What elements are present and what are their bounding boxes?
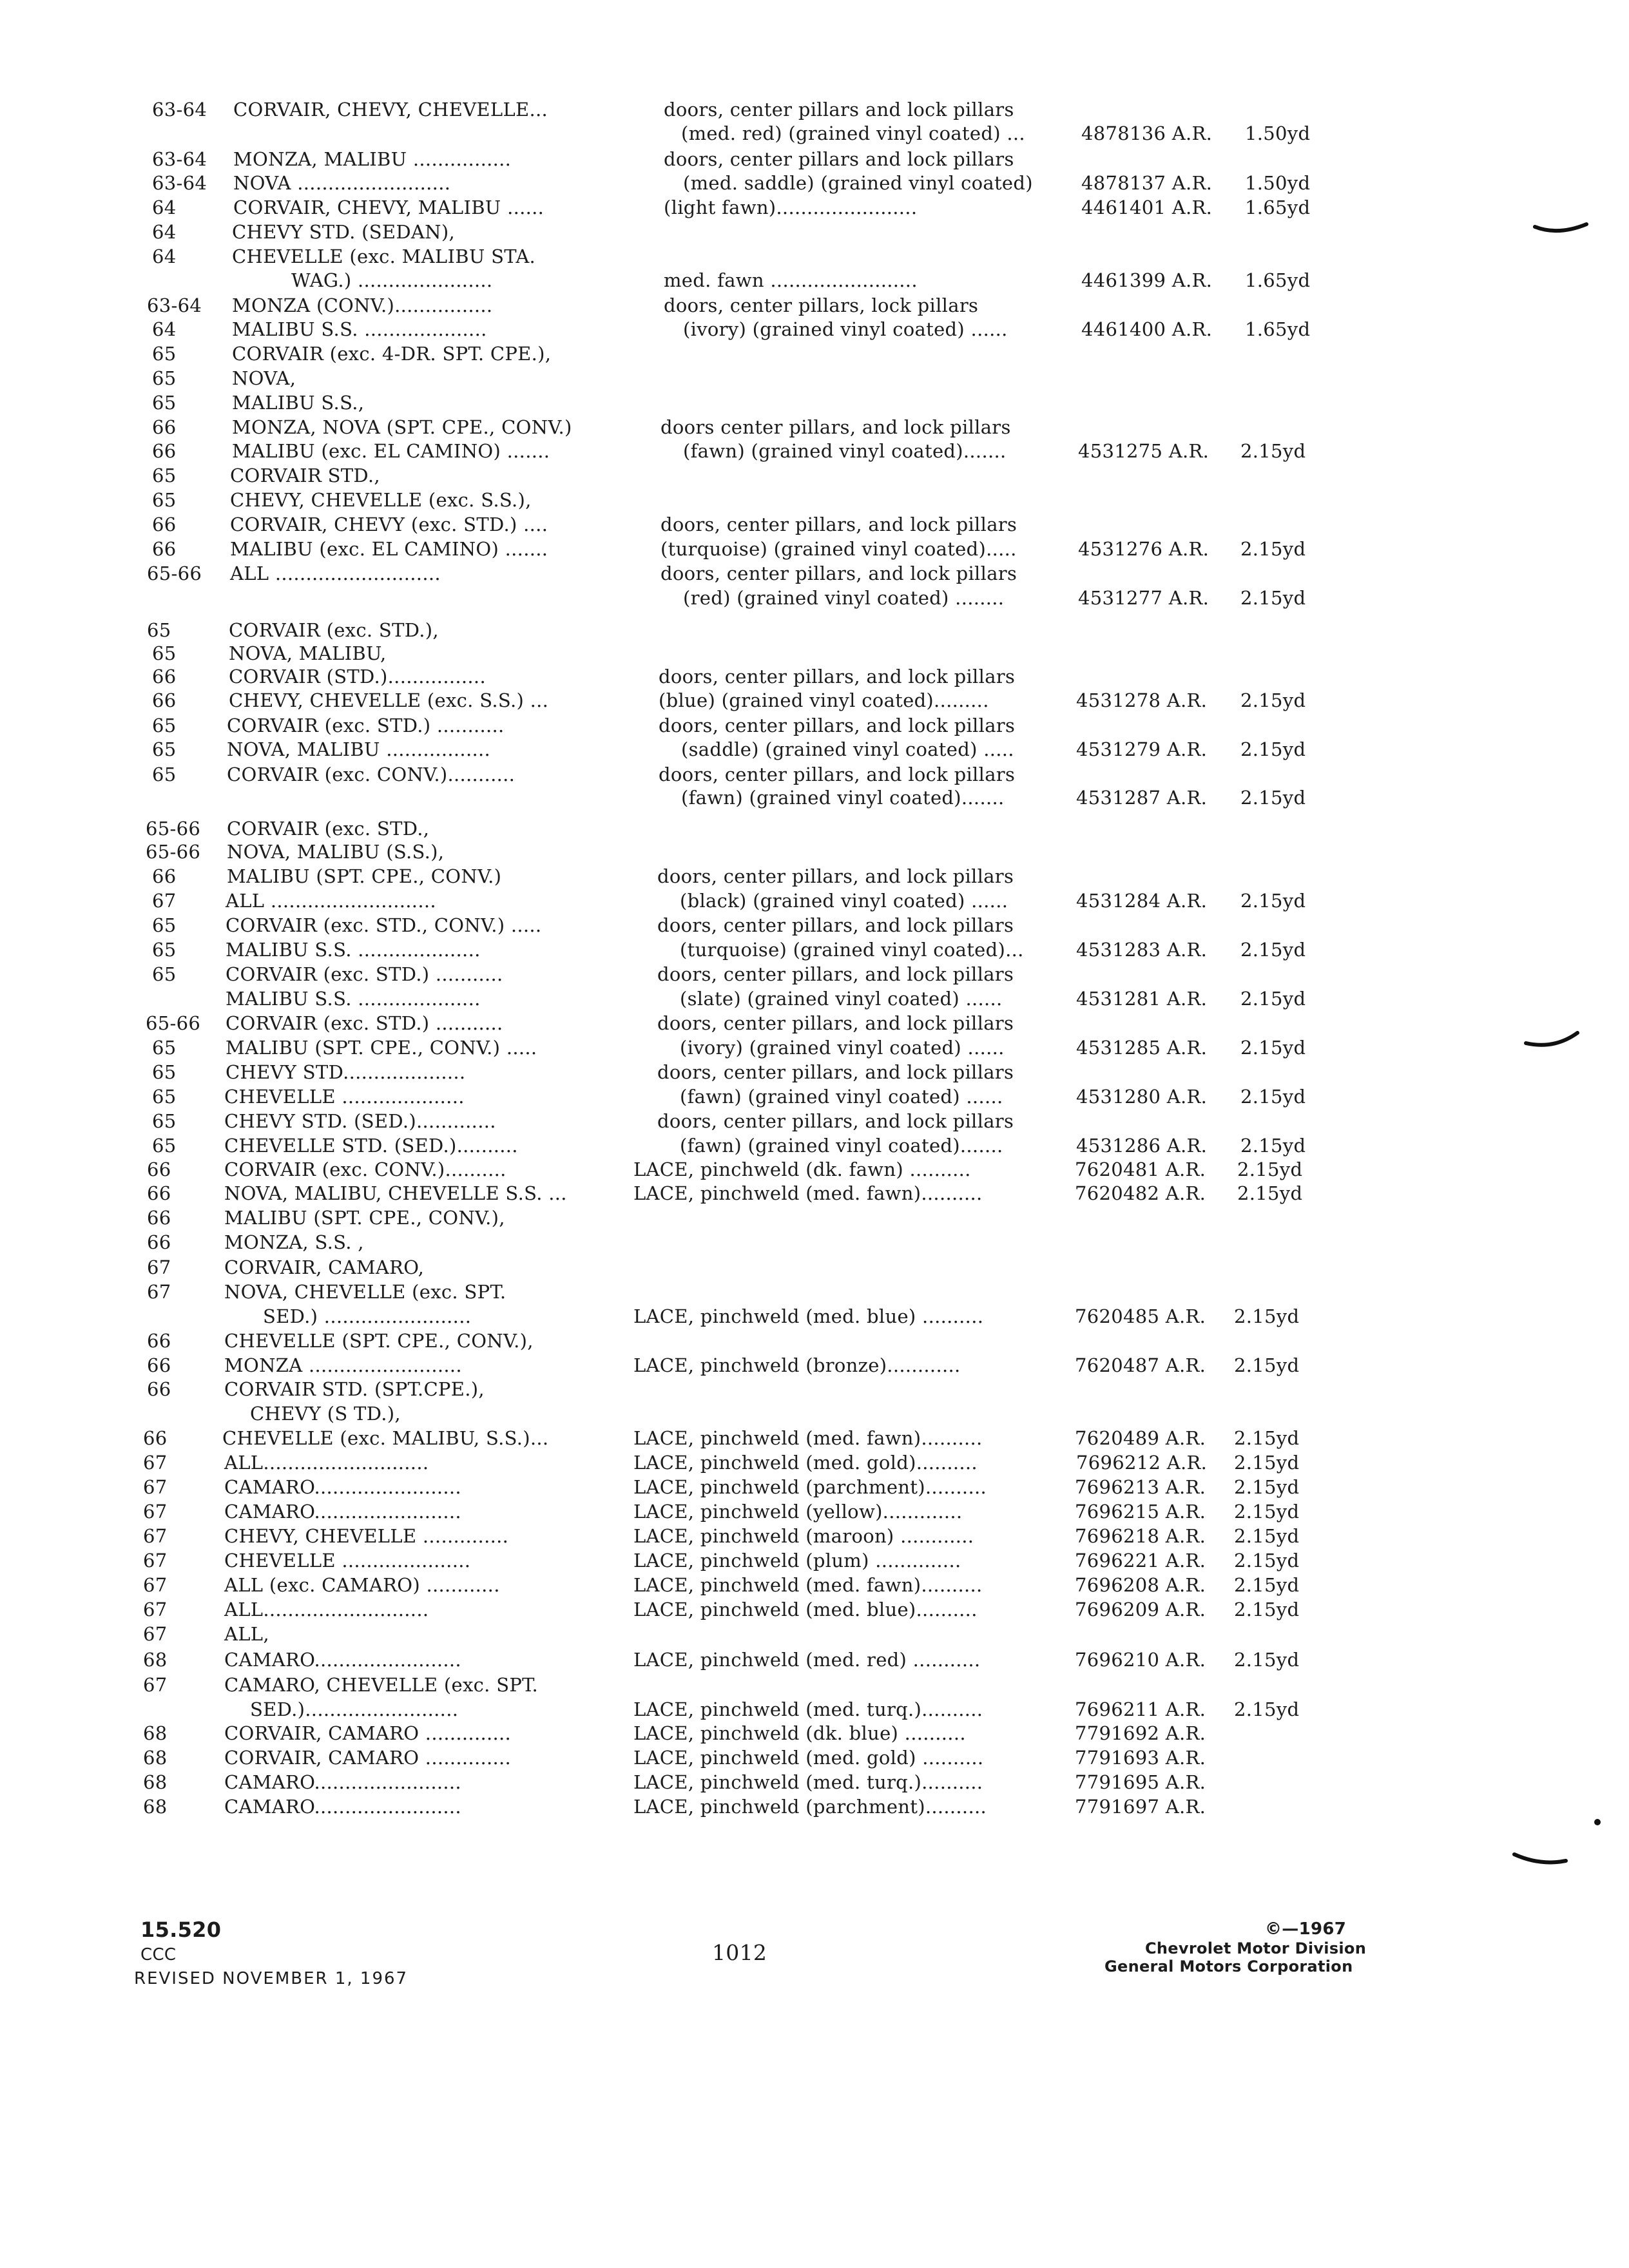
text-line: LACE, pinchweld (maroon) ............ (633, 1525, 974, 1547)
text-line: LACE, pinchweld (yellow)............. (633, 1501, 963, 1523)
text-line: 65 (152, 738, 177, 760)
text-line: WAG.) ...................... (291, 269, 493, 291)
text-line: 2.15yd (1240, 587, 1306, 609)
text-line: 65-66 (146, 818, 201, 840)
text-line: CORVAIR (exc. STD.), (229, 619, 439, 641)
text-line: 66 (147, 1231, 171, 1253)
text-line: 4878137 A.R. (1081, 172, 1213, 194)
text-line: 66 (143, 1427, 168, 1449)
text-line: 7791695 A.R. (1075, 1771, 1206, 1793)
text-line: CHEVY STD. (SED.)............. (224, 1110, 496, 1132)
text-line: 7696210 A.R. (1075, 1649, 1206, 1671)
text-line: 2.15yd (1234, 1550, 1300, 1571)
text-line: CAMARO, CHEVELLE (exc. SPT. (224, 1674, 539, 1696)
text-line: CORVAIR (exc. STD.) ........... (226, 1012, 503, 1034)
text-line: (blue) (grained vinyl coated)......... (659, 689, 989, 711)
text-line: CORVAIR (exc. CONV.)........... (227, 764, 516, 785)
text-line: doors, center pillars, and lock pillars (659, 666, 1016, 687)
text-line: 7620489 A.R. (1075, 1427, 1206, 1449)
text-line: MALIBU S.S. .................... (226, 988, 481, 1010)
text-line: MALIBU (exc. EL CAMINO) ....... (230, 538, 548, 560)
text-line: doors, center pillars, and lock pillars (660, 514, 1017, 535)
text-line: 7696221 A.R. (1075, 1550, 1206, 1571)
text-line: 2.15yd (1234, 1452, 1300, 1474)
text-line: CAMARO........................ (224, 1476, 461, 1498)
text-line: 65 (152, 914, 177, 936)
text-line: 65 (152, 1061, 177, 1083)
text-line: MONZA (CONV.)................ (232, 294, 493, 316)
text-line: 2.15yd (1234, 1525, 1300, 1547)
text-line: 66 (152, 865, 177, 887)
text-line: 7620482 A.R. (1075, 1182, 1206, 1204)
text-line: 4531280 A.R. (1076, 1086, 1208, 1108)
text-line: 65 (152, 963, 177, 985)
text-line: doors, center pillars, and lock pillars (657, 914, 1014, 936)
text-line: MALIBU (SPT. CPE., CONV.) ..... (226, 1037, 537, 1059)
text-line: 2.15yd (1234, 1599, 1300, 1620)
text-line: (ivory) (grained vinyl coated) ...... (680, 1037, 1005, 1059)
text-line: 66 (147, 1354, 171, 1376)
text-line: MALIBU (SPT. CPE., CONV.), (224, 1207, 505, 1229)
text-line: 66 (147, 1207, 171, 1229)
text-line: 65 (152, 392, 177, 414)
text-line: doors, center pillars, and lock pillars (657, 1061, 1014, 1083)
text-line: CORVAIR, CHEVY (exc. STD.) .... (230, 514, 548, 535)
text-line: 68 (143, 1649, 168, 1671)
text-line: 64 (152, 245, 177, 267)
text-line: CHEVY STD. (SEDAN), (232, 221, 455, 243)
text-line: 63-64 (152, 99, 207, 120)
text-line: CHEVELLE (exc. MALIBU, S.S.)... (222, 1427, 549, 1449)
text-line: doors, center pillars, and lock pillars (659, 715, 1016, 736)
text-line: LACE, pinchweld (med. red) ........... (633, 1649, 981, 1671)
text-line: 4461399 A.R. (1081, 269, 1213, 291)
text-line: 4531284 A.R. (1076, 890, 1208, 912)
text-line: 2.15yd (1240, 988, 1306, 1010)
text-line: CORVAIR STD., (230, 465, 380, 486)
text-line: doors, center pillars, and lock pillars (657, 865, 1014, 887)
text-line: NOVA, (232, 367, 296, 389)
text-line: 2.15yd (1234, 1501, 1300, 1523)
text-line: 66 (152, 689, 177, 711)
text-line: MALIBU S.S. .................... (232, 318, 487, 340)
text-line: 7696212 A.R. (1076, 1452, 1208, 1474)
text-line: doors, center pillars, lock pillars (664, 294, 979, 316)
text-line: ALL (exc. CAMARO) ............ (224, 1574, 500, 1596)
text-line: 68 (143, 1747, 168, 1769)
text-line: NOVA, MALIBU, CHEVELLE S.S. ... (224, 1182, 567, 1204)
text-line: 1.65yd (1245, 197, 1311, 218)
text-line: 67 (143, 1525, 168, 1547)
text-line: 7791693 A.R. (1075, 1747, 1206, 1769)
text-line: 65 (152, 367, 177, 389)
text-line: LACE, pinchweld (dk. blue) .......... (633, 1722, 966, 1744)
text-line: 2.15yd (1234, 1574, 1300, 1596)
text-line: 65-66 (146, 1012, 201, 1034)
text-line: 64 (152, 197, 177, 218)
text-line: 2.15yd (1240, 440, 1306, 462)
text-line: CORVAIR (exc. 4-DR. SPT. CPE.), (232, 343, 552, 365)
text-line: 7696209 A.R. (1075, 1599, 1206, 1620)
text-line: 65 (152, 642, 177, 664)
text-line: CORVAIR (exc. STD., CONV.) ..... (226, 914, 542, 936)
text-line: 65 (152, 489, 177, 511)
text-line: CORVAIR (exc. STD., (227, 818, 430, 840)
text-line: CHEVY, CHEVELLE (exc. S.S.) ... (229, 689, 549, 711)
text-line: CORVAIR (exc. CONV.).......... (224, 1158, 506, 1180)
text-line: (fawn) (grained vinyl coated)....... (681, 787, 1005, 809)
text-line: 68 (143, 1722, 168, 1744)
text-line: SED.) ........................ (263, 1305, 472, 1327)
text-line: CHEVY STD.................... (226, 1061, 466, 1083)
text-line: 65 (152, 1135, 177, 1157)
section-number: 15.520 (140, 1917, 222, 1942)
text-line: 65 (152, 465, 177, 486)
text-line: 67 (143, 1452, 168, 1474)
text-line: LACE, pinchweld (med. turq.).......... (633, 1698, 983, 1720)
text-line: LACE, pinchweld (med. blue) .......... (633, 1305, 984, 1327)
text-line: 65 (152, 715, 177, 736)
text-line: 2.15yd (1240, 939, 1306, 961)
text-line: CHEVY, CHEVELLE .............. (224, 1525, 509, 1547)
text-line: LACE, pinchweld (med. fawn).......... (633, 1574, 983, 1596)
text-line: 2.15yd (1234, 1305, 1300, 1327)
text-line: (saddle) (grained vinyl coated) ..... (681, 738, 1014, 760)
text-line: LACE, pinchweld (bronze)............ (633, 1354, 961, 1376)
text-line: 2.15yd (1237, 1182, 1303, 1204)
text-line: (fawn) (grained vinyl coated) ...... (680, 1086, 1003, 1108)
text-line: 65 (152, 1037, 177, 1059)
text-line: MONZA, S.S. , (224, 1231, 364, 1253)
text-line: 2.15yd (1240, 538, 1306, 560)
text-line: 67 (143, 1501, 168, 1523)
text-line: 1.50yd (1245, 122, 1311, 144)
text-line: 65 (152, 764, 177, 785)
text-line: LACE, pinchweld (med. turq.).......... (633, 1771, 983, 1793)
text-line: CAMARO........................ (224, 1649, 461, 1671)
text-line: 66 (152, 416, 177, 438)
text-line: CAMARO........................ (224, 1771, 461, 1793)
text-line: (fawn) (grained vinyl coated)....... (683, 440, 1007, 462)
text-line: (turquoise) (grained vinyl coated)... (680, 939, 1024, 961)
text-line: LACE, pinchweld (parchment).......... (633, 1796, 987, 1818)
text-line: med. fawn ........................ (664, 269, 918, 291)
text-line: doors, center pillars, and lock pillars (660, 562, 1017, 584)
text-line: 65 (152, 1086, 177, 1108)
text-line: 67 (143, 1550, 168, 1571)
text-line: 4531278 A.R. (1076, 689, 1208, 711)
text-line: NOVA, MALIBU ................. (227, 738, 491, 760)
text-line: 64 (152, 318, 177, 340)
text-line: 4461400 A.R. (1081, 318, 1213, 340)
text-line: 2.15yd (1240, 890, 1306, 912)
text-line: doors, center pillars, and lock pillars (657, 1012, 1014, 1034)
text-line: 4531276 A.R. (1078, 538, 1210, 560)
text-line: 67 (143, 1623, 168, 1645)
text-line: CORVAIR (exc. STD.) ........... (226, 963, 503, 985)
text-line: 1.65yd (1245, 269, 1311, 291)
text-line: 4878136 A.R. (1081, 122, 1213, 144)
text-line: 64 (152, 221, 177, 243)
text-line: LACE, pinchweld (med. gold).......... (633, 1452, 978, 1474)
text-line: 1.65yd (1245, 318, 1311, 340)
text-line: 2.15yd (1240, 689, 1306, 711)
text-line: 2.15yd (1240, 1037, 1306, 1059)
text-line: 7696218 A.R. (1075, 1525, 1206, 1547)
text-line: 63-64 (152, 172, 207, 194)
text-line: NOVA, MALIBU (S.S.), (227, 841, 445, 863)
text-line: 66 (152, 666, 177, 687)
text-line: 65-66 (146, 841, 201, 863)
text-line: (ivory) (grained vinyl coated) ...... (683, 318, 1008, 340)
text-line: doors, center pillars, and lock pillars (657, 1110, 1014, 1132)
text-line: 2.15yd (1234, 1354, 1300, 1376)
text-line: 7696215 A.R. (1075, 1501, 1206, 1523)
text-line: 7696211 A.R. (1075, 1698, 1206, 1720)
text-line: 2.15yd (1240, 738, 1306, 760)
text-line: 7791692 A.R. (1075, 1722, 1206, 1744)
text-line: LACE, pinchweld (med. gold) .......... (633, 1747, 984, 1769)
text-line: CHEVELLE (SPT. CPE., CONV.), (224, 1330, 534, 1352)
text-line: 7620481 A.R. (1075, 1158, 1206, 1180)
text-line: ALL ........................... (226, 890, 436, 912)
text-line: 65 (152, 1110, 177, 1132)
text-line: CHEVELLE (exc. MALIBU STA. (232, 245, 536, 267)
text-line: CHEVY (S TD.), (250, 1403, 401, 1425)
text-line: 2.15yd (1240, 1086, 1306, 1108)
text-line: 4531283 A.R. (1076, 939, 1208, 961)
text-line: 4531281 A.R. (1076, 988, 1208, 1010)
division-name: Chevrolet Motor Division (1145, 1939, 1367, 1957)
text-line: 4531279 A.R. (1076, 738, 1208, 760)
text-line: 65 (147, 619, 171, 641)
text-line: 7791697 A.R. (1075, 1796, 1206, 1818)
text-line: 68 (143, 1771, 168, 1793)
text-line: 2.15yd (1234, 1427, 1300, 1449)
text-line: LACE, pinchweld (med. fawn).......... (633, 1427, 983, 1449)
text-line: doors, center pillars and lock pillars (664, 99, 1014, 120)
text-line: MONZA, NOVA (SPT. CPE., CONV.) (232, 416, 572, 438)
text-line: 1.50yd (1245, 172, 1311, 194)
text-line: doors, center pillars, and lock pillars (657, 963, 1014, 985)
text-line: LACE, pinchweld (dk. fawn) .......... (633, 1158, 971, 1180)
page-number: 1012 (712, 1940, 767, 1965)
text-line: 67 (143, 1674, 168, 1696)
text-line: ALL........................... (224, 1599, 429, 1620)
text-line: 4531286 A.R. (1076, 1135, 1208, 1157)
text-line: 7696208 A.R. (1075, 1574, 1206, 1596)
speck-mark (1593, 1818, 1602, 1827)
text-line: 2.15yd (1240, 1135, 1306, 1157)
text-line: 66 (152, 538, 177, 560)
text-line: CAMARO........................ (224, 1501, 461, 1523)
text-line: CORVAIR, CAMARO .............. (224, 1747, 512, 1769)
text-line: CHEVELLE .................... (224, 1086, 465, 1108)
text-line: 66 (147, 1158, 171, 1180)
text-line: 67 (143, 1574, 168, 1596)
catalog-code: CCC (140, 1945, 177, 1965)
text-line: CORVAIR, CAMARO, (224, 1256, 425, 1278)
text-line: 7620487 A.R. (1075, 1354, 1206, 1376)
text-line: 67 (143, 1476, 168, 1498)
text-line: 2.15yd (1240, 787, 1306, 809)
text-line: 4531275 A.R. (1078, 440, 1210, 462)
text-line: (turquoise) (grained vinyl coated)..... (660, 538, 1017, 560)
text-line: MONZA ......................... (224, 1354, 462, 1376)
text-line: doors, center pillars and lock pillars (664, 148, 1014, 170)
text-line: CORVAIR, CHEVY, CHEVELLE... (233, 99, 548, 120)
text-line: 66 (147, 1378, 171, 1400)
text-line: NOVA ......................... (233, 172, 451, 194)
punch-mark-middle (1523, 1029, 1581, 1055)
text-line: LACE, pinchweld (parchment).......... (633, 1476, 987, 1498)
text-line: 66 (147, 1330, 171, 1352)
copyright-notice: ©—1967 (1265, 1919, 1347, 1939)
text-line: LACE, pinchweld (med. blue).......... (633, 1599, 978, 1620)
text-line: MALIBU S.S. .................... (226, 939, 481, 961)
punch-mark-bottom (1512, 1847, 1570, 1872)
text-line: 67 (152, 890, 177, 912)
text-line: MALIBU (SPT. CPE., CONV.) (227, 865, 502, 887)
text-line: 67 (147, 1281, 171, 1303)
text-line: 66 (152, 514, 177, 535)
text-line: NOVA, MALIBU, (229, 642, 387, 664)
text-line: 66 (152, 440, 177, 462)
text-line: doors, center pillars, and lock pillars (659, 764, 1016, 785)
text-line: CORVAIR, CAMARO .............. (224, 1722, 512, 1744)
text-line: CORVAIR (STD.)................ (229, 666, 486, 687)
text-line: CHEVELLE ..................... (224, 1550, 471, 1571)
text-line: 4531285 A.R. (1076, 1037, 1208, 1059)
text-line: 65-66 (147, 562, 202, 584)
text-line: ALL, (224, 1623, 269, 1645)
text-line: 68 (143, 1796, 168, 1818)
text-line: ALL........................... (224, 1452, 429, 1474)
text-line: 7696213 A.R. (1075, 1476, 1206, 1498)
text-line: (black) (grained vinyl coated) ...... (680, 890, 1008, 912)
punch-mark-top (1532, 222, 1590, 241)
text-line: doors center pillars, and lock pillars (660, 416, 1011, 438)
text-line: (light fawn)....................... (664, 197, 918, 218)
text-line: LACE, pinchweld (med. fawn).......... (633, 1182, 983, 1204)
text-line: 7620485 A.R. (1075, 1305, 1206, 1327)
text-line: 4461401 A.R. (1081, 197, 1213, 218)
text-line: 2.15yd (1234, 1649, 1300, 1671)
text-line: 4531277 A.R. (1078, 587, 1210, 609)
text-line: 67 (147, 1256, 171, 1278)
text-line: CORVAIR STD. (SPT.CPE.), (224, 1378, 485, 1400)
text-line: MONZA, MALIBU ................ (233, 148, 512, 170)
text-line: 63-64 (152, 148, 207, 170)
text-line: LACE, pinchweld (plum) .............. (633, 1550, 961, 1571)
text-line: (red) (grained vinyl coated) ........ (683, 587, 1005, 609)
revision-date: REVISED NOVEMBER 1, 1967 (134, 1969, 409, 1988)
text-line: 4531287 A.R. (1076, 787, 1208, 809)
text-line: CHEVELLE STD. (SED.).......... (224, 1135, 518, 1157)
text-line: CORVAIR (exc. STD.) ........... (227, 715, 505, 736)
text-line: (med. red) (grained vinyl coated) ... (681, 122, 1025, 144)
text-line: 65 (152, 939, 177, 961)
text-line: CORVAIR, CHEVY, MALIBU ...... (233, 197, 545, 218)
text-line: CHEVY, CHEVELLE (exc. S.S.), (230, 489, 532, 511)
text-line: MALIBU S.S., (232, 392, 365, 414)
text-line: 65 (152, 343, 177, 365)
text-line: 63-64 (147, 294, 202, 316)
text-line: 2.15yd (1237, 1158, 1303, 1180)
text-line: 67 (143, 1599, 168, 1620)
text-line: (slate) (grained vinyl coated) ...... (680, 988, 1003, 1010)
text-line: 2.15yd (1234, 1698, 1300, 1720)
text-line: 66 (147, 1182, 171, 1204)
text-line: ALL ........................... (230, 562, 441, 584)
text-line: CAMARO........................ (224, 1796, 461, 1818)
text-line: SED.)......................... (250, 1698, 459, 1720)
text-line: 2.15yd (1234, 1476, 1300, 1498)
text-line: (fawn) (grained vinyl coated)....... (680, 1135, 1003, 1157)
corporation-name: General Motors Corporation (1104, 1957, 1353, 1975)
text-line: NOVA, CHEVELLE (exc. SPT. (224, 1281, 506, 1303)
text-line: (med. saddle) (grained vinyl coated) (683, 172, 1033, 194)
text-line: MALIBU (exc. EL CAMINO) ....... (232, 440, 550, 462)
